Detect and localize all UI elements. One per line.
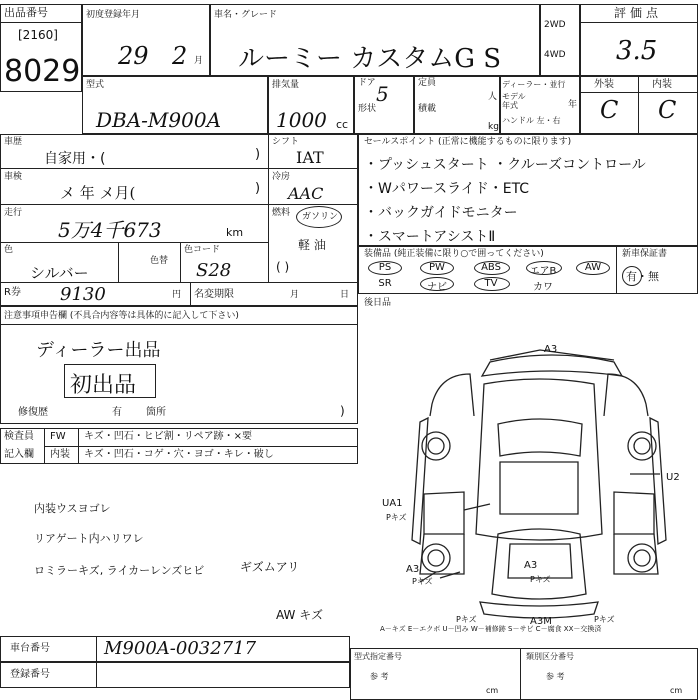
- lot-label: 出品番号: [4, 6, 48, 19]
- rcheck-value: 9130: [60, 284, 106, 305]
- chassis-label: 車台番号: [10, 643, 50, 654]
- remark-3b: ギズムアリ: [240, 560, 300, 574]
- load-label: 積載: [418, 104, 437, 114]
- year-unit: 年: [568, 100, 578, 110]
- car-name-label: 車名・グレード: [214, 10, 278, 20]
- equip-tv: TV: [484, 278, 498, 289]
- registration-label: 登録番号: [10, 669, 50, 680]
- expiry-day: 日: [340, 290, 350, 300]
- lot-number: 8029: [4, 54, 81, 89]
- mark-rear-p: Pキズ: [530, 575, 551, 584]
- selling-points-title: セールスポイント (正常に機能するものに限ります): [364, 137, 572, 147]
- mark-rear-a3: A3: [524, 560, 538, 571]
- cc-unit: cc: [336, 118, 349, 131]
- chassis-number: M900A-0032717: [104, 638, 257, 659]
- first-reg-month: 2: [172, 42, 188, 70]
- expiry-month: 月: [290, 290, 300, 300]
- expiry-label: 名変期限: [194, 289, 234, 300]
- remark-2: リアゲート内ハリワレ: [34, 532, 144, 545]
- registration-box: [0, 662, 350, 688]
- cm-unit-right: cm: [670, 686, 683, 695]
- fuel-diesel: 軽 油: [298, 238, 326, 252]
- equip-airbag: エアB: [529, 266, 557, 277]
- first-reg-month-unit: 月: [194, 56, 204, 66]
- damage-legend: A－キズ E－エクボ U－凹み W－補修跡 S－サビ C－腐食 XX－交換済: [380, 625, 602, 633]
- ref-label-right: 参 考: [546, 672, 565, 681]
- fw-label: FW: [50, 431, 66, 442]
- notes-title: 注意事項申告欄 (不具合内容等は具体的に記入して下さい): [4, 311, 239, 321]
- ref-label-left: 参 考: [370, 672, 389, 681]
- shape-label: 形状: [358, 104, 377, 114]
- recorder-label: 記入欄: [4, 449, 34, 460]
- model-year-label: モデル 年式: [502, 92, 526, 110]
- rcheck-label: R券: [4, 287, 21, 298]
- interior-check-label: 内装: [50, 449, 70, 460]
- class-label: 類別区分番号: [526, 652, 574, 661]
- shift-label: シフト: [272, 137, 300, 147]
- designation-label: 型式指定番号: [354, 652, 402, 661]
- selling-point-2: ・Wパワースライド・ETC: [364, 181, 530, 197]
- mark-bottom-p2: Pキズ: [594, 615, 615, 624]
- drive-4wd: 4WD: [544, 50, 566, 60]
- after-label: 後日品: [364, 298, 392, 308]
- interior-grade: C: [658, 96, 677, 124]
- km-unit: km: [226, 226, 244, 239]
- mileage-label: 走行: [4, 208, 23, 218]
- remark-4: AW キズ: [276, 608, 323, 622]
- fuel-label: 燃料: [272, 208, 291, 218]
- rating-value: 3.5: [616, 36, 658, 66]
- mileage-value: 5万4千673: [58, 218, 162, 242]
- exterior-label: 外装: [594, 79, 614, 90]
- fuel-gasoline: ガソリン: [302, 212, 339, 222]
- repair-yes: 有: [112, 407, 122, 418]
- shift-value: IAT: [296, 148, 324, 167]
- usage-close: ): [255, 147, 261, 162]
- interior-items: キズ・凹石・コゲ・穴・ヨゴ・キレ・破し: [84, 449, 274, 460]
- type-box: [350, 648, 698, 700]
- color-code-label: 色コード: [184, 245, 221, 255]
- color-change-label: 色替: [150, 256, 169, 266]
- drive-2wd: 2WD: [544, 20, 566, 30]
- kg-unit: kg: [488, 122, 499, 132]
- mark-left-a3: A3: [406, 564, 420, 575]
- inspection-label: 車検: [4, 172, 23, 182]
- first-reg-year: 29: [118, 42, 149, 70]
- equip-aw: AW: [584, 262, 602, 273]
- cooling-label: 冷房: [272, 172, 291, 182]
- inspection-close: ): [255, 181, 261, 196]
- warranty-value: 有・無: [626, 270, 659, 283]
- equip-ps: PS: [378, 262, 392, 273]
- notes-line-2: 初出品: [70, 373, 137, 398]
- yen-unit: 円: [172, 290, 182, 300]
- equip-navi: ナビ: [427, 282, 447, 293]
- equip-pw: PW: [429, 262, 445, 273]
- cm-unit-left: cm: [486, 686, 499, 695]
- color-code-value: S28: [196, 260, 232, 281]
- drive-box: [540, 4, 580, 76]
- door-label: ドア: [358, 78, 376, 88]
- repair-area: 箇所: [146, 407, 166, 418]
- capacity-unit: 人: [488, 92, 498, 102]
- interior-label: 内装: [652, 79, 672, 90]
- equip-leather: カワ: [533, 282, 553, 293]
- mark-left-ua1: UA1: [382, 498, 403, 509]
- selling-point-1: ・プッシュスタート ・クルーズコントロール: [364, 157, 646, 173]
- model-value: DBA-M900A: [96, 108, 222, 132]
- capacity-label: 定員: [418, 78, 437, 88]
- notes-line-1: ディーラー出品: [36, 340, 161, 361]
- remark-1: 内装ウスヨゴレ: [34, 502, 111, 515]
- mark-bottom-a3m: A3M: [530, 616, 552, 627]
- rating-label: 評価点: [614, 6, 663, 20]
- cooling-value: AAC: [288, 184, 324, 203]
- car-damage-diagram: [380, 334, 698, 634]
- usage-label: 車歴: [4, 137, 23, 147]
- handle-label: ハンドル 左・右: [502, 116, 561, 125]
- door-value: 5: [376, 82, 389, 106]
- displacement-value: 1000: [276, 108, 327, 132]
- remark-3: ロミラーキズ, ライカーレンズヒビ: [34, 564, 205, 577]
- usage-value: 自家用・(: [44, 151, 106, 167]
- selling-point-4: ・スマートアシストⅡ: [364, 229, 496, 245]
- color-value: シルバー: [30, 264, 89, 282]
- first-reg-label: 初度登録年月: [86, 10, 141, 20]
- mark-left-p2: Pキズ: [412, 577, 433, 586]
- equip-abs: ABS: [481, 262, 501, 273]
- displacement-label: 排気量: [272, 80, 300, 90]
- lot-sub-number: [2160]: [18, 28, 58, 42]
- equip-sr: SR: [378, 278, 392, 289]
- mark-top-a3: A3: [544, 344, 558, 355]
- mark-bottom-p1: Pキズ: [456, 615, 477, 624]
- fw-items: キズ・凹石・ヒビ割・リペア跡・×要: [84, 431, 252, 442]
- selling-point-3: ・バックガイドモニター: [364, 205, 518, 221]
- color-label: 色: [4, 245, 14, 255]
- dealer-label: ディーラー・並行: [502, 80, 566, 89]
- car-name: ルーミー カスタムG S: [238, 44, 502, 74]
- equipment-title: 装備品 (純正装備に限り○で囲ってください): [364, 249, 544, 259]
- inspection-value: メ 年 メ月(: [60, 184, 136, 202]
- warranty-label: 新車保証書: [622, 249, 668, 259]
- model-label: 型式: [86, 80, 105, 90]
- inspector-label: 検査員: [4, 431, 34, 442]
- mark-right-u2: U2: [666, 472, 680, 483]
- exterior-grade: C: [600, 96, 619, 124]
- repair-label: 修復歴: [18, 407, 48, 418]
- fuel-other: ( ): [276, 260, 290, 274]
- repair-close: ): [340, 404, 345, 418]
- mark-left-p1: Pキズ: [386, 513, 407, 522]
